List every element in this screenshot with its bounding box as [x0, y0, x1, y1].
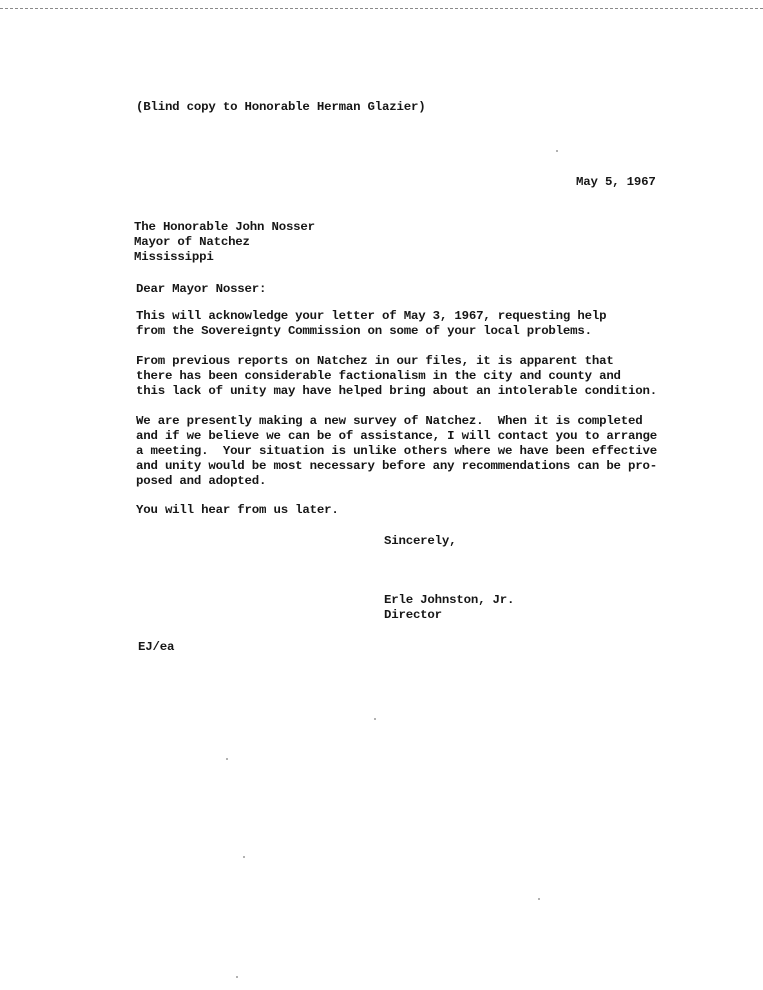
recipient-state: Mississippi	[134, 250, 214, 264]
paragraph-line: You will hear from us later.	[136, 503, 339, 517]
letter-date: May 5, 1967	[576, 175, 656, 189]
paragraph-line: We are presently making a new survey of Natchez. When it is completed	[136, 414, 643, 428]
paragraph-line: From previous reports on Natchez in our files, it is apparent that	[136, 354, 614, 368]
recipient-title: Mayor of Natchez	[134, 235, 250, 249]
scan-speck	[538, 898, 540, 900]
reference-initials: EJ/ea	[138, 640, 175, 654]
signature-name: Erle Johnston, Jr.	[384, 593, 515, 607]
scan-speck	[226, 758, 228, 760]
page-top-edge	[0, 0, 763, 9]
paragraph-line: This will acknowledge your letter of May 3, 1967, requesting help	[136, 309, 607, 323]
paragraph-line: and if we believe we can be of assistance, I will contact you to arrange	[136, 429, 657, 443]
paragraph-line: there has been considerable factionalism in the city and county and	[136, 369, 621, 383]
paragraph-line: this lack of unity may have helped bring about an intolerable condition.	[136, 384, 657, 398]
signature-title: Director	[384, 608, 442, 622]
closing: Sincerely,	[384, 534, 457, 548]
paragraph-line: posed and adopted.	[136, 474, 267, 488]
paragraph-line: from the Sovereignty Commission on some of your local problems.	[136, 324, 592, 338]
recipient-name: The Honorable John Nosser	[134, 220, 315, 234]
scan-speck	[556, 150, 558, 152]
blind-copy-note: (Blind copy to Honorable Herman Glazier)	[136, 100, 426, 114]
scan-speck	[236, 976, 238, 978]
salutation: Dear Mayor Nosser:	[136, 282, 267, 296]
scan-speck	[243, 856, 245, 858]
paragraph-line: a meeting. Your situation is unlike others where we have been effective	[136, 444, 657, 458]
scan-speck	[374, 718, 376, 720]
paragraph-line: and unity would be most necessary before any recommendations can be pro-	[136, 459, 657, 473]
